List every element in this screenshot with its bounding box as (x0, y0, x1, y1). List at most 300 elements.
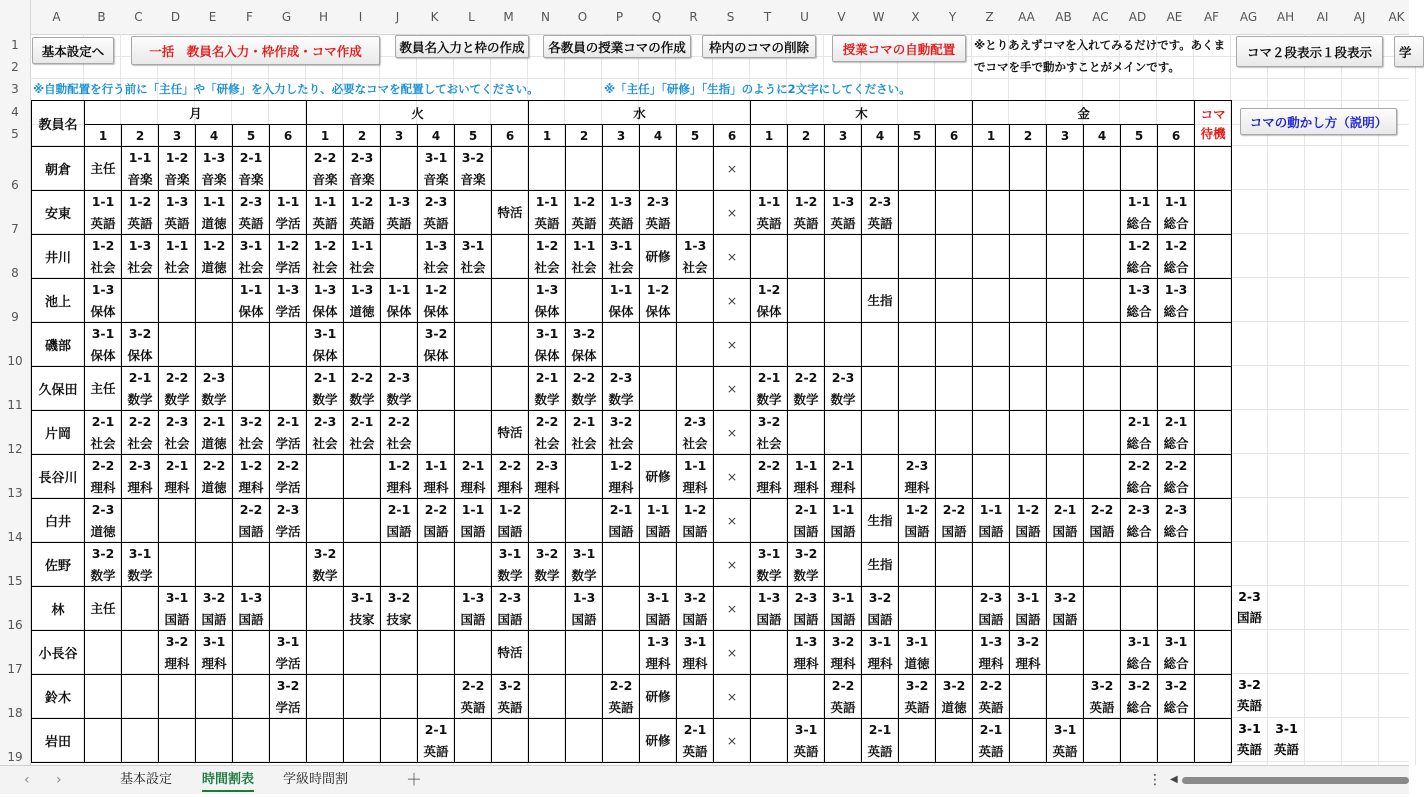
timetable-cell[interactable] (825, 631, 862, 675)
timetable-cell[interactable] (270, 455, 307, 499)
timetable-cell[interactable] (196, 279, 233, 323)
timetable-cell[interactable] (751, 235, 788, 279)
timetable-cell[interactable] (714, 499, 751, 543)
timetable-cell[interactable] (344, 147, 381, 191)
timetable-cell[interactable] (751, 587, 788, 631)
timetable-cell[interactable] (936, 675, 973, 719)
timetable-cell[interactable] (159, 631, 196, 675)
timetable-cell[interactable] (1047, 411, 1084, 455)
timetable-cell[interactable] (751, 543, 788, 587)
basic-settings-button[interactable]: 基本設定へ (32, 37, 114, 64)
timetable-cell[interactable] (788, 631, 825, 675)
timetable-cell[interactable] (825, 235, 862, 279)
auto-place-button[interactable]: 授業コマの自動配置 (832, 35, 966, 62)
timetable-cell[interactable] (714, 675, 751, 719)
timetable-cell[interactable] (1047, 367, 1084, 411)
timetable-cell[interactable] (973, 499, 1010, 543)
timetable-cell[interactable] (122, 367, 159, 411)
timetable-cell[interactable] (233, 147, 270, 191)
timetable-cell[interactable] (1121, 235, 1158, 279)
timetable-cell[interactable] (603, 631, 640, 675)
timetable-cell[interactable] (714, 455, 751, 499)
column-header[interactable]: W (872, 10, 885, 24)
timetable-cell[interactable] (344, 719, 381, 763)
column-header[interactable]: A (52, 10, 61, 24)
timetable-cell[interactable] (825, 323, 862, 367)
koma-standby-cell[interactable] (1195, 719, 1232, 763)
timetable-cell[interactable] (677, 455, 714, 499)
timetable-cell[interactable] (270, 587, 307, 631)
spare-koma[interactable] (1231, 718, 1268, 760)
timetable-cell[interactable] (1084, 455, 1121, 499)
timetable-cell[interactable] (381, 367, 418, 411)
timetable-cell[interactable] (973, 279, 1010, 323)
column-header[interactable]: AG (1239, 10, 1258, 24)
timetable-cell[interactable] (381, 191, 418, 235)
timetable-cell[interactable] (1084, 411, 1121, 455)
timetable-cell[interactable] (973, 675, 1010, 719)
timetable-cell[interactable] (677, 235, 714, 279)
timetable-cell[interactable] (233, 455, 270, 499)
timetable-cell[interactable] (307, 367, 344, 411)
class-timetable-button[interactable]: 学 (1394, 36, 1424, 67)
timetable-cell[interactable] (1084, 367, 1121, 411)
timetable-cell[interactable] (122, 675, 159, 719)
timetable-cell[interactable] (159, 499, 196, 543)
timetable-cell[interactable] (1084, 543, 1121, 587)
timetable-cell[interactable] (492, 367, 529, 411)
timetable-cell[interactable] (825, 587, 862, 631)
tab-class-timetable[interactable]: 学級時間割 (283, 772, 349, 787)
timetable-cell[interactable] (381, 323, 418, 367)
timetable-cell[interactable] (566, 367, 603, 411)
timetable-cell[interactable] (936, 719, 973, 763)
column-header[interactable]: Y (948, 10, 957, 24)
timetable-cell[interactable] (1084, 587, 1121, 631)
column-header[interactable]: C (134, 10, 143, 24)
column-header[interactable]: AC (1092, 10, 1109, 24)
timetable-cell[interactable] (640, 499, 677, 543)
timetable-cell[interactable] (973, 323, 1010, 367)
timetable-cell[interactable] (233, 631, 270, 675)
teacher-name[interactable]: 佐野 (32, 543, 85, 587)
timetable-cell[interactable] (714, 719, 751, 763)
timetable-cell[interactable] (1121, 499, 1158, 543)
timetable-cell[interactable] (566, 411, 603, 455)
timetable-cell[interactable] (1010, 455, 1047, 499)
timetable-cell[interactable] (936, 147, 973, 191)
timetable-cell[interactable] (862, 191, 899, 235)
timetable-cell[interactable] (455, 455, 492, 499)
timetable-cell[interactable] (492, 587, 529, 631)
timetable-cell[interactable] (788, 543, 825, 587)
timetable-cell[interactable] (714, 631, 751, 675)
koma-standby-cell[interactable] (1195, 411, 1232, 455)
column-header[interactable]: AF (1203, 10, 1220, 24)
timetable-cell[interactable] (1047, 235, 1084, 279)
timetable-cell[interactable] (196, 323, 233, 367)
timetable-cell[interactable] (566, 191, 603, 235)
timetable-cell[interactable] (159, 367, 196, 411)
timetable-cell[interactable] (159, 587, 196, 631)
tab-basic-settings[interactable]: 基本設定 (120, 772, 173, 787)
timetable-cell[interactable] (973, 411, 1010, 455)
timetable-cell[interactable] (529, 719, 566, 763)
timetable-cell[interactable] (936, 543, 973, 587)
timetable-cell[interactable] (936, 191, 973, 235)
timetable-cell[interactable] (307, 587, 344, 631)
timetable-cell[interactable] (751, 719, 788, 763)
timetable-cell[interactable] (233, 191, 270, 235)
timetable-cell[interactable] (122, 499, 159, 543)
column-header[interactable]: I (358, 10, 363, 24)
timetable-cell[interactable] (1010, 499, 1047, 543)
timetable-cell[interactable] (566, 455, 603, 499)
timetable-cell[interactable] (122, 543, 159, 587)
timetable-cell[interactable] (899, 499, 936, 543)
timetable-cell[interactable] (159, 719, 196, 763)
timetable-cell[interactable] (862, 323, 899, 367)
timetable-cell[interactable] (344, 499, 381, 543)
timetable-cell[interactable] (307, 631, 344, 675)
timetable-cell[interactable] (455, 235, 492, 279)
timetable-cell[interactable] (899, 235, 936, 279)
timetable-cell[interactable] (344, 675, 381, 719)
koma-standby-cell[interactable] (1195, 191, 1232, 235)
timetable-cell[interactable] (85, 587, 122, 631)
timetable-cell[interactable] (85, 147, 122, 191)
koma-standby-cell[interactable] (1195, 543, 1232, 587)
horizontal-scrollbar[interactable] (1182, 777, 1409, 784)
timetable-cell[interactable] (455, 631, 492, 675)
timetable-cell[interactable] (714, 411, 751, 455)
timetable-cell[interactable] (751, 367, 788, 411)
timetable-cell[interactable] (381, 719, 418, 763)
timetable-cell[interactable] (233, 587, 270, 631)
timetable-cell[interactable] (196, 719, 233, 763)
timetable-cell[interactable] (307, 455, 344, 499)
timetable-cell[interactable] (1010, 279, 1047, 323)
timetable-cell[interactable] (122, 411, 159, 455)
timetable-cell[interactable] (936, 631, 973, 675)
timetable-cell[interactable] (1121, 279, 1158, 323)
timetable-cell[interactable] (1158, 191, 1195, 235)
timetable-cell[interactable] (418, 587, 455, 631)
timetable-cell[interactable] (751, 499, 788, 543)
timetable-cell[interactable] (899, 675, 936, 719)
timetable-cell[interactable] (677, 631, 714, 675)
toggle-display-button[interactable]: コマ２段表示１段表示 (1236, 36, 1383, 67)
timetable-cell[interactable] (344, 587, 381, 631)
timetable-cell[interactable] (899, 543, 936, 587)
timetable-cell[interactable] (788, 191, 825, 235)
timetable-cell[interactable] (862, 279, 899, 323)
timetable-cell[interactable] (455, 279, 492, 323)
timetable-cell[interactable] (714, 191, 751, 235)
timetable-cell[interactable] (936, 235, 973, 279)
timetable-cell[interactable] (973, 455, 1010, 499)
timetable-cell[interactable] (381, 147, 418, 191)
timetable-cell[interactable] (85, 455, 122, 499)
timetable-cell[interactable] (418, 323, 455, 367)
timetable-cell[interactable] (714, 279, 751, 323)
timetable-cell[interactable] (640, 323, 677, 367)
teacher-name[interactable]: 池上 (32, 279, 85, 323)
timetable-cell[interactable] (1047, 499, 1084, 543)
timetable-cell[interactable] (270, 411, 307, 455)
row-header[interactable]: 11 (7, 398, 23, 412)
koma-standby-cell[interactable] (1195, 323, 1232, 367)
timetable-cell[interactable] (529, 235, 566, 279)
timetable-cell[interactable] (381, 631, 418, 675)
timetable-cell[interactable] (381, 543, 418, 587)
column-header[interactable]: P (615, 10, 624, 24)
timetable-cell[interactable] (936, 587, 973, 631)
timetable-cell[interactable] (751, 147, 788, 191)
timetable-cell[interactable] (492, 543, 529, 587)
teacher-name[interactable]: 片岡 (32, 411, 85, 455)
column-header[interactable]: H (318, 10, 329, 24)
timetable-cell[interactable] (1084, 675, 1121, 719)
timetable-cell[interactable] (85, 543, 122, 587)
column-header[interactable]: O (577, 10, 588, 24)
row-header[interactable]: 3 (11, 82, 19, 96)
timetable-cell[interactable] (307, 147, 344, 191)
teacher-name[interactable]: 林 (32, 587, 85, 631)
timetable-cell[interactable] (714, 235, 751, 279)
timetable-cell[interactable] (455, 367, 492, 411)
timetable-cell[interactable] (270, 543, 307, 587)
timetable-cell[interactable] (899, 367, 936, 411)
timetable-cell[interactable] (788, 719, 825, 763)
row-header[interactable]: 1 (11, 38, 19, 52)
timetable-cell[interactable] (1047, 543, 1084, 587)
timetable-cell[interactable] (899, 455, 936, 499)
column-header[interactable]: M (503, 10, 514, 24)
timetable-cell[interactable] (973, 147, 1010, 191)
timetable-cell[interactable] (122, 587, 159, 631)
timetable-cell[interactable] (899, 323, 936, 367)
row-header[interactable]: 14 (7, 530, 23, 544)
timetable-cell[interactable] (714, 147, 751, 191)
teacher-name[interactable]: 朝倉 (32, 147, 85, 191)
timetable-cell[interactable] (603, 411, 640, 455)
row-header[interactable]: 6 (11, 178, 19, 192)
timetable-cell[interactable] (529, 367, 566, 411)
timetable-cell[interactable] (751, 191, 788, 235)
timetable-cell[interactable] (159, 411, 196, 455)
create-koma-button[interactable]: 各教員の授業コマの作成 (543, 35, 691, 58)
column-header[interactable]: Q (651, 10, 662, 24)
timetable-cell[interactable] (492, 279, 529, 323)
timetable-cell[interactable] (603, 323, 640, 367)
column-header[interactable]: S (726, 10, 735, 24)
teacher-name[interactable]: 岩田 (32, 719, 85, 763)
timetable-cell[interactable] (529, 631, 566, 675)
timetable-cell[interactable] (122, 279, 159, 323)
column-header[interactable]: V (837, 10, 846, 24)
timetable-cell[interactable] (751, 323, 788, 367)
row-header[interactable]: 12 (7, 442, 23, 456)
timetable-cell[interactable] (233, 235, 270, 279)
timetable-cell[interactable] (677, 279, 714, 323)
timetable-cell[interactable] (825, 675, 862, 719)
timetable-cell[interactable] (270, 323, 307, 367)
timetable-cell[interactable] (307, 543, 344, 587)
timetable-cell[interactable] (825, 279, 862, 323)
column-header[interactable]: T (763, 10, 772, 24)
timetable-cell[interactable] (714, 367, 751, 411)
timetable-cell[interactable] (825, 191, 862, 235)
timetable-cell[interactable] (899, 191, 936, 235)
timetable-cell[interactable] (603, 587, 640, 631)
timetable-cell[interactable] (788, 367, 825, 411)
timetable-cell[interactable] (973, 235, 1010, 279)
row-header[interactable]: 7 (11, 222, 19, 236)
timetable-cell[interactable] (418, 279, 455, 323)
timetable-cell[interactable] (1047, 719, 1084, 763)
timetable-cell[interactable] (85, 631, 122, 675)
timetable-cell[interactable] (751, 279, 788, 323)
timetable-cell[interactable] (455, 499, 492, 543)
timetable-cell[interactable] (566, 499, 603, 543)
timetable-cell[interactable] (825, 367, 862, 411)
timetable-cell[interactable] (1084, 499, 1121, 543)
timetable-cell[interactable] (1047, 323, 1084, 367)
timetable-cell[interactable] (233, 543, 270, 587)
timetable-cell[interactable] (899, 631, 936, 675)
timetable-cell[interactable] (344, 411, 381, 455)
timetable-cell[interactable] (788, 675, 825, 719)
timetable-cell[interactable] (603, 499, 640, 543)
timetable-cell[interactable] (566, 323, 603, 367)
teacher-name[interactable]: 小長谷 (32, 631, 85, 675)
timetable-cell[interactable] (85, 323, 122, 367)
timetable-cell[interactable] (825, 411, 862, 455)
timetable-cell[interactable] (270, 279, 307, 323)
timetable-cell[interactable] (1158, 411, 1195, 455)
timetable-cell[interactable] (714, 543, 751, 587)
timetable-cell[interactable] (344, 279, 381, 323)
timetable-cell[interactable] (677, 323, 714, 367)
timetable-cell[interactable] (677, 543, 714, 587)
timetable-cell[interactable] (862, 455, 899, 499)
timetable-cell[interactable] (751, 675, 788, 719)
timetable-cell[interactable] (640, 587, 677, 631)
timetable-cell[interactable] (862, 675, 899, 719)
timetable-cell[interactable] (418, 367, 455, 411)
bulk-create-button[interactable]: 一括 教員名入力・枠作成・コマ作成 (131, 36, 380, 65)
teacher-name[interactable]: 鈴木 (32, 675, 85, 719)
timetable-cell[interactable] (973, 587, 1010, 631)
timetable-cell[interactable] (603, 147, 640, 191)
timetable-cell[interactable] (381, 279, 418, 323)
column-header[interactable]: G (281, 10, 292, 24)
column-header[interactable]: AA (1018, 10, 1035, 24)
timetable-cell[interactable] (85, 367, 122, 411)
timetable-cell[interactable] (677, 675, 714, 719)
timetable-cell[interactable] (122, 191, 159, 235)
timetable-cell[interactable] (159, 323, 196, 367)
timetable-cell[interactable] (455, 323, 492, 367)
row-header[interactable]: 17 (7, 662, 23, 676)
timetable-cell[interactable] (122, 719, 159, 763)
timetable-cell[interactable] (640, 631, 677, 675)
koma-standby-cell[interactable] (1195, 235, 1232, 279)
timetable-cell[interactable] (862, 367, 899, 411)
timetable-cell[interactable] (196, 455, 233, 499)
timetable-cell[interactable] (788, 499, 825, 543)
timetable-cell[interactable] (492, 675, 529, 719)
timetable-cell[interactable] (1010, 411, 1047, 455)
timetable-cell[interactable] (1158, 587, 1195, 631)
timetable-cell[interactable] (381, 499, 418, 543)
timetable-cell[interactable] (122, 323, 159, 367)
row-header[interactable]: 2 (11, 60, 19, 74)
timetable-cell[interactable] (381, 675, 418, 719)
timetable-cell[interactable] (1010, 543, 1047, 587)
timetable-cell[interactable] (270, 367, 307, 411)
teacher-name[interactable]: 井川 (32, 235, 85, 279)
timetable-cell[interactable] (1121, 719, 1158, 763)
row-header[interactable]: 10 (7, 354, 23, 368)
timetable-cell[interactable] (1158, 323, 1195, 367)
timetable-cell[interactable] (1158, 147, 1195, 191)
timetable-cell[interactable] (1010, 631, 1047, 675)
timetable-cell[interactable] (640, 543, 677, 587)
timetable-cell[interactable] (1084, 191, 1121, 235)
teacher-name[interactable]: 白井 (32, 499, 85, 543)
timetable-cell[interactable] (899, 279, 936, 323)
timetable-cell[interactable] (455, 147, 492, 191)
timetable-cell[interactable] (418, 191, 455, 235)
timetable-cell[interactable] (455, 191, 492, 235)
column-header[interactable]: N (541, 10, 550, 24)
timetable-cell[interactable] (1158, 719, 1195, 763)
timetable-cell[interactable] (529, 323, 566, 367)
column-header[interactable]: R (689, 10, 698, 24)
timetable-cell[interactable] (1010, 191, 1047, 235)
timetable-cell[interactable] (1047, 631, 1084, 675)
timetable-cell[interactable] (936, 455, 973, 499)
timetable-cell[interactable] (862, 411, 899, 455)
timetable-cell[interactable] (492, 411, 529, 455)
timetable-cell[interactable] (344, 235, 381, 279)
timetable-cell[interactable] (1084, 147, 1121, 191)
timetable-cell[interactable] (529, 499, 566, 543)
timetable-cell[interactable] (899, 147, 936, 191)
column-header[interactable]: AJ (1353, 10, 1366, 24)
timetable-cell[interactable] (159, 147, 196, 191)
timetable-cell[interactable] (344, 631, 381, 675)
timetable-cell[interactable] (233, 279, 270, 323)
row-header[interactable]: 15 (7, 574, 23, 588)
koma-standby-cell[interactable] (1195, 499, 1232, 543)
column-header[interactable]: B (97, 10, 106, 24)
timetable-cell[interactable] (381, 587, 418, 631)
timetable-cell[interactable] (529, 587, 566, 631)
koma-standby-cell[interactable] (1195, 675, 1232, 719)
timetable-cell[interactable] (1158, 499, 1195, 543)
timetable-cell[interactable] (1047, 455, 1084, 499)
timetable-cell[interactable] (418, 543, 455, 587)
timetable-cell[interactable] (862, 543, 899, 587)
timetable-cell[interactable] (1010, 147, 1047, 191)
column-header[interactable]: K (430, 10, 439, 24)
timetable-cell[interactable] (455, 543, 492, 587)
row-header[interactable]: 5 (11, 127, 19, 141)
timetable-cell[interactable] (566, 675, 603, 719)
